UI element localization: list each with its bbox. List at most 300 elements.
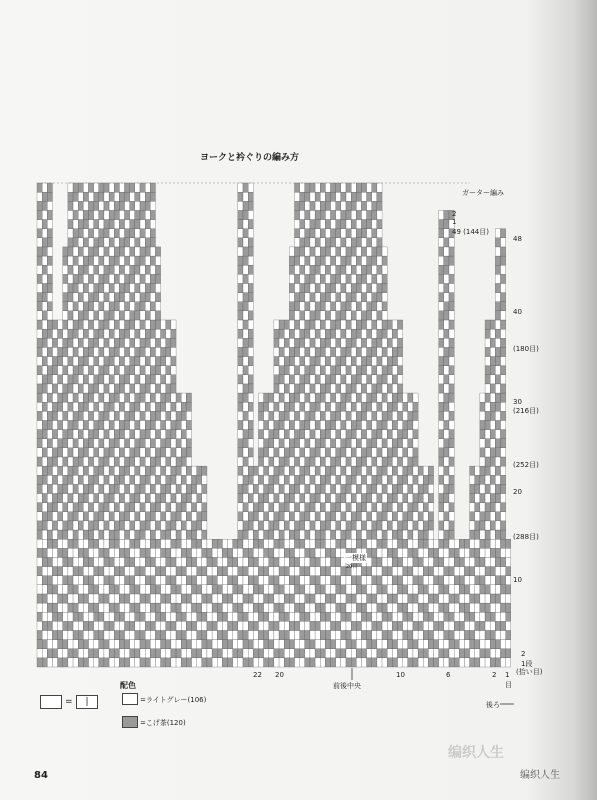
chart-cell	[341, 393, 346, 402]
chart-cell	[73, 402, 78, 411]
chart-cell	[315, 612, 320, 621]
chart-cell	[428, 612, 433, 621]
chart-cell	[423, 640, 428, 649]
chart-cell	[403, 484, 408, 493]
chart-cell	[47, 238, 52, 247]
chart-cell	[52, 329, 57, 338]
chart-cell	[325, 265, 330, 274]
chart-cell	[73, 594, 78, 603]
chart-cell	[372, 347, 377, 356]
chart-cell	[68, 612, 73, 621]
chart-cell	[439, 420, 444, 429]
chart-cell	[78, 512, 83, 521]
chart-cell	[423, 585, 428, 594]
chart-cell	[89, 640, 94, 649]
chart-cell	[109, 603, 114, 612]
chart-cell	[367, 256, 372, 265]
chart-cell	[150, 649, 155, 658]
chart-cell	[83, 402, 88, 411]
chart-cell	[325, 567, 330, 576]
chart-cell	[346, 393, 351, 402]
chart-cell	[289, 585, 294, 594]
chart-cell	[490, 375, 495, 384]
chart-cell	[506, 585, 511, 594]
chart-cell	[135, 366, 140, 375]
chart-cell	[464, 567, 469, 576]
chart-cell	[310, 375, 315, 384]
chart-cell	[320, 411, 325, 420]
chart-cell	[192, 594, 197, 603]
chart-cell	[372, 357, 377, 366]
chart-cell	[68, 585, 73, 594]
chart-cell	[47, 265, 52, 274]
chart-cell	[145, 512, 150, 521]
chart-cell	[243, 265, 248, 274]
chart-cell	[202, 521, 207, 530]
chart-cell	[58, 393, 63, 402]
chart-cell	[42, 649, 47, 658]
chart-cell	[506, 594, 511, 603]
chart-cell	[310, 448, 315, 457]
chart-cell	[325, 256, 330, 265]
chart-cell	[341, 238, 346, 247]
chart-cell	[94, 210, 99, 219]
chart-cell	[238, 521, 243, 530]
chart-cell	[346, 302, 351, 311]
chart-cell	[346, 630, 351, 639]
chart-cell	[351, 603, 356, 612]
chart-cell	[295, 411, 300, 420]
chart-cell	[119, 539, 124, 548]
chart-cell	[217, 539, 222, 548]
chart-cell	[439, 384, 444, 393]
chart-cell	[284, 402, 289, 411]
chart-cell	[63, 585, 68, 594]
chart-cell	[253, 484, 258, 493]
chart-cell	[109, 329, 114, 338]
chart-cell	[68, 457, 73, 466]
chart-cell	[47, 503, 52, 512]
chart-cell	[341, 448, 346, 457]
chart-cell	[289, 530, 294, 539]
chart-cell	[315, 320, 320, 329]
chart-cell	[325, 475, 330, 484]
chart-cell	[341, 402, 346, 411]
chart-cell	[37, 347, 42, 356]
chart-cell	[485, 430, 490, 439]
chart-cell	[99, 411, 104, 420]
chart-cell	[222, 649, 227, 658]
chart-cell	[341, 347, 346, 356]
chart-cell	[99, 439, 104, 448]
chart-cell	[130, 521, 135, 530]
chart-cell	[264, 640, 269, 649]
chart-cell	[264, 649, 269, 658]
chart-cell	[470, 603, 475, 612]
chart-cell	[501, 585, 506, 594]
chart-cell	[119, 293, 124, 302]
chart-cell	[310, 329, 315, 338]
chart-cell	[181, 521, 186, 530]
chart-cell	[89, 612, 94, 621]
chart-cell	[305, 503, 310, 512]
chart-cell	[63, 384, 68, 393]
chart-cell	[197, 585, 202, 594]
chart-cell	[377, 338, 382, 347]
chart-cell	[238, 557, 243, 566]
chart-cell	[325, 220, 330, 229]
chart-cell	[289, 640, 294, 649]
chart-cell	[284, 621, 289, 630]
chart-cell	[310, 649, 315, 658]
chart-cell	[89, 466, 94, 475]
chart-cell	[331, 311, 336, 320]
chart-cell	[104, 493, 109, 502]
chart-cell	[439, 274, 444, 283]
chart-cell	[264, 466, 269, 475]
chart-cell	[243, 466, 248, 475]
chart-cell	[413, 393, 418, 402]
chart-cell	[413, 503, 418, 512]
chart-cell	[382, 466, 387, 475]
chart-cell	[305, 338, 310, 347]
chart-cell	[264, 621, 269, 630]
chart-cell	[320, 649, 325, 658]
chart-cell	[135, 585, 140, 594]
chart-cell	[99, 384, 104, 393]
chart-cell	[320, 283, 325, 292]
chart-cell	[264, 411, 269, 420]
chart-cell	[109, 274, 114, 283]
chart-cell	[63, 265, 68, 274]
chart-cell	[109, 183, 114, 192]
chart-cell	[351, 201, 356, 210]
chart-cell	[47, 539, 52, 548]
chart-cell	[83, 512, 88, 521]
chart-cell	[150, 347, 155, 356]
chart-cell	[161, 384, 166, 393]
chart-cell	[480, 530, 485, 539]
chart-cell	[506, 576, 511, 585]
chart-cell	[372, 229, 377, 238]
chart-cell	[325, 493, 330, 502]
chart-cell	[274, 320, 279, 329]
chart-cell	[104, 484, 109, 493]
chart-cell	[125, 512, 130, 521]
chart-cell	[428, 484, 433, 493]
chart-cell	[52, 658, 57, 667]
chart-cell	[377, 357, 382, 366]
chart-cell	[176, 640, 181, 649]
chart-cell	[243, 283, 248, 292]
chart-cell	[295, 375, 300, 384]
chart-cell	[258, 621, 263, 630]
chart-cell	[346, 320, 351, 329]
chart-cell	[295, 384, 300, 393]
chart-cell	[135, 274, 140, 283]
chart-cell	[346, 375, 351, 384]
chart-cell	[104, 220, 109, 229]
chart-cell	[104, 649, 109, 658]
chart-cell	[78, 420, 83, 429]
chart-cell	[356, 603, 361, 612]
chart-cell	[279, 594, 284, 603]
chart-cell	[295, 630, 300, 639]
chart-cell	[130, 621, 135, 630]
chart-cell	[181, 567, 186, 576]
chart-cell	[119, 210, 124, 219]
chart-cell	[125, 201, 130, 210]
chart-cell	[150, 557, 155, 566]
chart-cell	[367, 293, 372, 302]
chart-cell	[341, 475, 346, 484]
chart-cell	[89, 621, 94, 630]
chart-cell	[217, 603, 222, 612]
chart-cell	[289, 256, 294, 265]
chart-cell	[454, 603, 459, 612]
chart-cell	[351, 357, 356, 366]
chart-cell	[52, 448, 57, 457]
chart-cell	[140, 603, 145, 612]
chart-cell	[346, 357, 351, 366]
chart-cell	[119, 466, 124, 475]
chart-cell	[63, 256, 68, 265]
chart-cell	[135, 210, 140, 219]
chart-cell	[279, 357, 284, 366]
chart-cell	[94, 603, 99, 612]
chart-cell	[253, 567, 258, 576]
chart-cell	[480, 493, 485, 502]
chart-cell	[336, 274, 341, 283]
chart-cell	[351, 347, 356, 356]
chart-cell	[315, 658, 320, 667]
stitch-count-180: (180目)	[513, 345, 539, 353]
chart-cell	[310, 439, 315, 448]
chart-cell	[377, 192, 382, 201]
chart-cell	[444, 256, 449, 265]
chart-cell	[305, 384, 310, 393]
chart-cell	[207, 658, 212, 667]
chart-cell	[459, 594, 464, 603]
chart-cell	[351, 338, 356, 347]
chart-cell	[382, 430, 387, 439]
chart-cell	[398, 357, 403, 366]
chart-cell	[305, 192, 310, 201]
chart-cell	[336, 402, 341, 411]
chart-cell	[289, 420, 294, 429]
chart-cell	[145, 311, 150, 320]
chart-cell	[449, 594, 454, 603]
chart-cell	[341, 366, 346, 375]
chart-cell	[351, 329, 356, 338]
chart-cell	[444, 585, 449, 594]
chart-cell	[305, 320, 310, 329]
chart-cell	[372, 448, 377, 457]
chart-cell	[166, 457, 171, 466]
chart-cell	[176, 658, 181, 667]
chart-cell	[42, 484, 47, 493]
chart-cell	[449, 347, 454, 356]
chart-cell	[89, 265, 94, 274]
chart-cell	[114, 557, 119, 566]
chart-cell	[269, 603, 274, 612]
chart-cell	[398, 366, 403, 375]
chart-cell	[361, 411, 366, 420]
chart-cell	[320, 621, 325, 630]
chart-cell	[495, 567, 500, 576]
chart-cell	[325, 320, 330, 329]
chart-cell	[501, 530, 506, 539]
chart-cell	[166, 512, 171, 521]
chart-cell	[377, 640, 382, 649]
chart-cell	[181, 466, 186, 475]
chart-cell	[501, 640, 506, 649]
chart-cell	[109, 484, 114, 493]
chart-cell	[377, 621, 382, 630]
chart-cell	[444, 265, 449, 274]
chart-cell	[140, 466, 145, 475]
chart-cell	[398, 338, 403, 347]
chart-cell	[346, 220, 351, 229]
chart-cell	[114, 466, 119, 475]
chart-cell	[284, 530, 289, 539]
chart-cell	[295, 457, 300, 466]
chart-cell	[449, 612, 454, 621]
chart-cell	[320, 247, 325, 256]
chart-cell	[47, 393, 52, 402]
chart-cell	[413, 612, 418, 621]
one-pattern-label: 一模様	[345, 554, 366, 562]
chart-cell	[320, 448, 325, 457]
chart-cell	[284, 539, 289, 548]
chart-cell	[372, 329, 377, 338]
chart-cell	[444, 512, 449, 521]
chart-cell	[356, 283, 361, 292]
chart-cell	[501, 411, 506, 420]
chart-cell	[202, 585, 207, 594]
chart-cell	[289, 548, 294, 557]
chart-cell	[233, 539, 238, 548]
chart-cell	[104, 539, 109, 548]
chart-cell	[310, 338, 315, 347]
chart-cell	[351, 539, 356, 548]
chart-cell	[109, 439, 114, 448]
chart-cell	[248, 302, 253, 311]
chart-cell	[73, 210, 78, 219]
chart-cell	[243, 201, 248, 210]
chart-cell	[444, 503, 449, 512]
chart-cell	[181, 603, 186, 612]
chart-cell	[135, 293, 140, 302]
chart-cell	[109, 238, 114, 247]
chart-cell	[320, 229, 325, 238]
chart-cell	[367, 338, 372, 347]
chart-cell	[166, 411, 171, 420]
chart-cell	[192, 567, 197, 576]
chart-cell	[248, 466, 253, 475]
chart-cell	[320, 274, 325, 283]
chart-cell	[367, 548, 372, 557]
chart-cell	[382, 302, 387, 311]
chart-cell	[176, 539, 181, 548]
chart-cell	[104, 302, 109, 311]
chart-cell	[176, 530, 181, 539]
chart-cell	[248, 311, 253, 320]
chart-cell	[42, 411, 47, 420]
chart-cell	[140, 320, 145, 329]
chart-cell	[361, 375, 366, 384]
chart-cell	[449, 539, 454, 548]
chart-cell	[243, 594, 248, 603]
chart-cell	[439, 265, 444, 274]
chart-cell	[176, 576, 181, 585]
chart-cell	[73, 539, 78, 548]
chart-cell	[228, 594, 233, 603]
chart-cell	[192, 548, 197, 557]
chart-cell	[279, 512, 284, 521]
chart-cell	[166, 402, 171, 411]
chart-cell	[495, 384, 500, 393]
chart-cell	[233, 567, 238, 576]
chart-cell	[202, 484, 207, 493]
chart-cell	[300, 375, 305, 384]
chart-cell	[449, 329, 454, 338]
chart-cell	[73, 521, 78, 530]
chart-cell	[58, 603, 63, 612]
chart-cell	[274, 338, 279, 347]
chart-cell	[42, 493, 47, 502]
chart-cell	[114, 192, 119, 201]
chart-cell	[428, 539, 433, 548]
chart-cell	[42, 220, 47, 229]
chart-cell	[310, 283, 315, 292]
chart-cell	[387, 658, 392, 667]
chart-cell	[264, 439, 269, 448]
chart-cell	[248, 557, 253, 566]
chart-cell	[325, 357, 330, 366]
chart-cell	[135, 621, 140, 630]
chart-cell	[413, 448, 418, 457]
bottom-label-6: 6	[446, 671, 451, 679]
chart-cell	[289, 512, 294, 521]
chart-cell	[387, 603, 392, 612]
chart-cell	[315, 210, 320, 219]
chart-cell	[310, 311, 315, 320]
chart-cell	[449, 411, 454, 420]
chart-cell	[331, 265, 336, 274]
chart-cell	[485, 530, 490, 539]
chart-cell	[63, 658, 68, 667]
chart-cell	[83, 475, 88, 484]
chart-cell	[454, 658, 459, 667]
chart-cell	[501, 576, 506, 585]
chart-cell	[320, 420, 325, 429]
chart-cell	[155, 503, 160, 512]
chart-cell	[274, 430, 279, 439]
chart-cell	[248, 411, 253, 420]
chart-cell	[418, 649, 423, 658]
chart-cell	[382, 411, 387, 420]
chart-cell	[248, 630, 253, 639]
chart-cell	[89, 585, 94, 594]
chart-cell	[130, 329, 135, 338]
chart-cell	[150, 658, 155, 667]
chart-cell	[99, 493, 104, 502]
chart-cell	[125, 183, 130, 192]
chart-cell	[444, 448, 449, 457]
chart-cell	[439, 347, 444, 356]
chart-cell	[485, 493, 490, 502]
